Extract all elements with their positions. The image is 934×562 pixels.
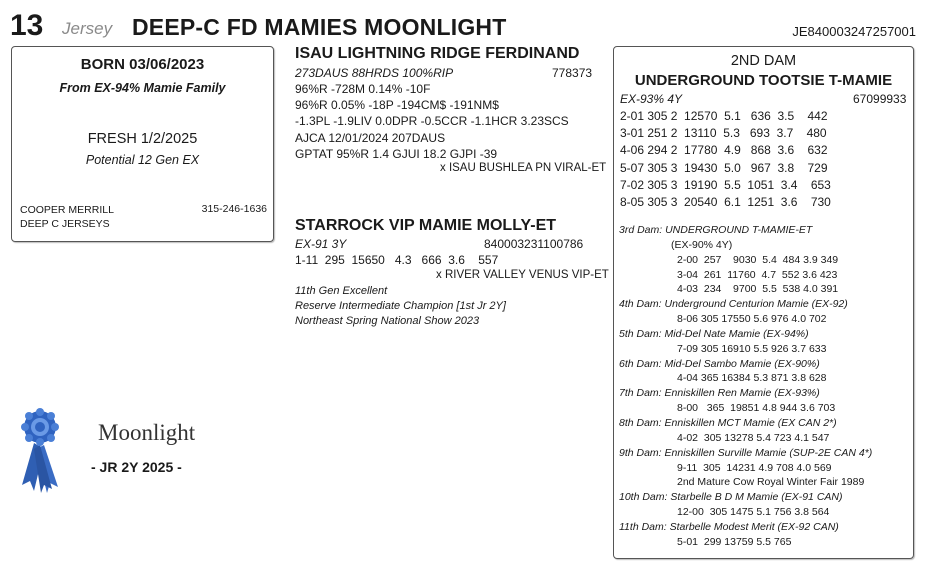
blue-ribbon-icon (14, 405, 70, 495)
lot-number: 13 (10, 9, 44, 42)
potential-note: Potential 12 Gen EX (85, 153, 200, 167)
fresh-date: FRESH 1/2/2025 (87, 131, 198, 147)
lactation-record: 3-01 251 2 13110 5.3 693 3.7 480 (620, 126, 827, 141)
ancestor-record: 9-11 305 14231 4.9 708 4.0 569 (677, 461, 832, 474)
sire-line: AJCA 12/01/2024 207DAUS (295, 130, 446, 145)
ancestor-record: 5-01 299 13759 5.5 765 (677, 535, 792, 548)
dam-note: 11th Gen Excellent (295, 285, 388, 297)
lactation-record: 7-02 305 3 19190 5.5 1051 3.4 653 (620, 177, 831, 192)
birth-date: BORN 03/06/2023 (80, 56, 205, 73)
farm-name: DEEP C JERSEYS (20, 218, 110, 230)
ancestor-heading: 8th Dam: Enniskillen MCT Mamie (EX CAN 2*) (619, 416, 837, 429)
sire-line: GPTAT 95%R 1.4 GJUI 18.2 GJPI -39 (295, 146, 498, 161)
dam-record: 1-11 295 15650 4.3 666 3.6 557 (295, 253, 499, 267)
breed-label: Jersey (62, 19, 113, 38)
second-dam-name: UNDERGROUND TOOTSIE T-MAMIE (634, 72, 893, 89)
sire-registration: 778373 (552, 66, 593, 80)
third-dam-record: 3-04 261 11760 4.7 552 3.6 423 (677, 268, 838, 281)
second-dam-classification: EX-93% 4Y (620, 92, 683, 106)
ancestor-record: 8-00 365 19851 4.8 944 3.6 703 (677, 402, 836, 415)
ancestor-record: 12-00 305 1475 5.1 756 3.8 564 (677, 506, 830, 519)
ancestor-heading: 7th Dam: Enniskillen Ren Mamie (EX-93%) (619, 387, 820, 400)
dam-registration: 840003231100786 (484, 237, 584, 251)
award-name: Moonlight (98, 420, 196, 445)
dam-note: Reserve Intermediate Champion [1st Jr 2Y] (295, 300, 506, 312)
ancestor-heading: 4th Dam: Underground Centurion Mamie (EX-92) (619, 298, 848, 311)
ancestor-record: 7-09 305 16910 5.5 926 3.7 633 (677, 342, 827, 355)
owner-name: COOPER MERRILL (20, 204, 114, 216)
third-dam-record: 4-03 234 9700 5.5 538 4.0 391 (677, 283, 839, 296)
ancestor-heading: 10th Dam: Starbelle B D M Mamie (EX-91 CAN) (619, 491, 843, 504)
ancestor-heading: 6th Dam: Mid-Del Sambo Mamie (EX-90%) (619, 357, 820, 370)
second-dam-records (620, 108, 831, 211)
sire-line: 96%R -728M 0.14% -10F (295, 82, 431, 96)
sire-proof-lines (295, 81, 569, 162)
second-dam-registration: 67099933 (853, 92, 907, 106)
dam-note: Northeast Spring National Show 2023 (295, 315, 480, 327)
sire-line: 96%R 0.05% -18P -194CM$ -191NM$ (295, 98, 499, 113)
third-dam-record: 2-00 257 9030 5.4 484 3.9 349 (677, 253, 839, 266)
ancestor-heading: 5th Dam: Mid-Del Nate Mamie (EX-94%) (619, 327, 809, 340)
third-dam-heading: 3rd Dam: UNDERGROUND T-MAMIE-ET (619, 224, 813, 236)
animal-name: DEEP-C FD MAMIES MOONLIGHT (132, 14, 507, 40)
ancestor-record: 8-06 305 17550 5.6 976 4.0 702 (677, 313, 827, 326)
ancestor-heading: 9th Dam: Enniskillen Surville Mamie (SUP-2E CAN 4*) (619, 446, 873, 459)
registration-number: JE840003247257001 (792, 24, 916, 39)
award-class: - JR 2Y 2025 - (91, 459, 182, 475)
ancestor-heading: 11th Dam: Starbelle Modest Merit (EX-92 CAN) (619, 520, 839, 533)
sire-proof: 273DAUS 88HRDS 100%RIP (295, 66, 454, 80)
dam-cross: x RIVER VALLEY VENUS VIP-ET (436, 269, 609, 281)
sire-cross: x ISAU BUSHLEA PN VIRAL-ET (440, 162, 607, 174)
third-dam-classification: (EX-90% 4Y) (671, 238, 733, 251)
dam-name: STARROCK VIP MAMIE MOLLY-ET (295, 217, 557, 234)
sire-line: -1.3PL -1.9LIV 0.0DPR -0.5CCR -1.1HCR 3.23SCS (295, 114, 569, 129)
info-box (11, 46, 274, 242)
phone-number: 315-246-1636 (201, 203, 267, 215)
ancestor-record: 4-04 365 16384 5.3 871 3.8 628 (677, 372, 827, 385)
owner-block (20, 203, 114, 231)
lactation-record: 4-06 294 2 17780 4.9 868 3.6 632 (620, 143, 828, 158)
second-dam-box (613, 46, 914, 559)
ancestor-list (619, 223, 911, 550)
lactation-record: 2-01 305 2 12570 5.1 636 3.5 442 (620, 109, 828, 123)
lactation-record: 8-05 305 3 20540 6.1 1251 3.6 730 (620, 195, 831, 210)
ancestor-record: 4-02 305 13278 5.4 723 4.1 547 (677, 431, 830, 444)
family-note: From EX-94% Mamie Family (59, 81, 226, 95)
second-dam-title: 2ND DAM (730, 53, 797, 69)
sire-name: ISAU LIGHTNING RIDGE FERDINAND (295, 45, 580, 62)
ancestor-achievement: 2nd Mature Cow Royal Winter Fair 1989 (677, 476, 865, 489)
dam-classification: EX-91 3Y (295, 237, 347, 251)
dam-notes (295, 284, 506, 329)
lactation-record: 5-07 305 3 19430 5.0 967 3.8 729 (620, 160, 828, 175)
